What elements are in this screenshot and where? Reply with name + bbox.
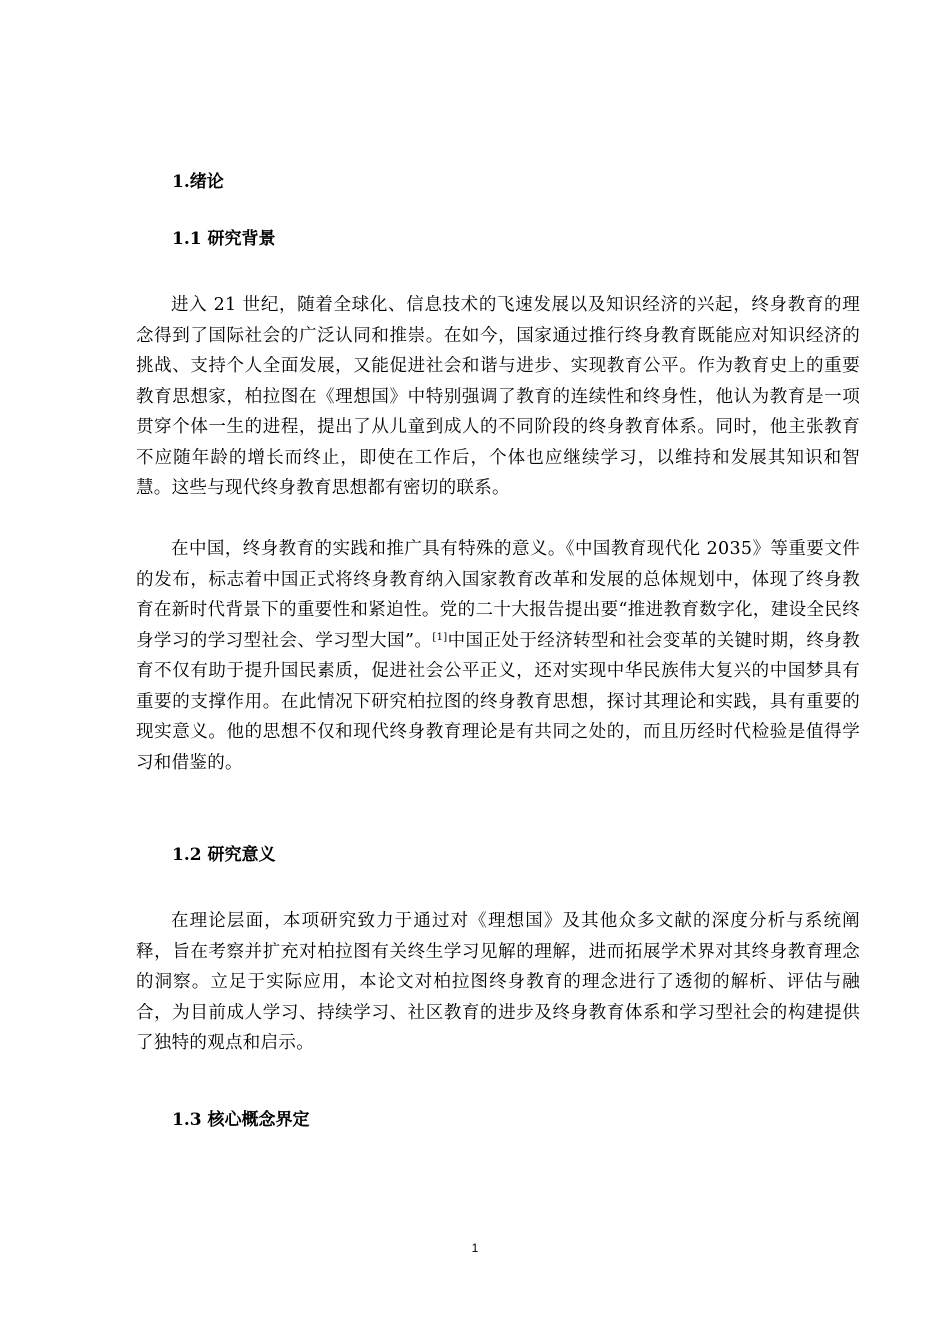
section-heading-research-significance: 1.2 研究意义 xyxy=(172,845,276,865)
section-heading-research-background: 1.1 研究背景 xyxy=(172,229,276,249)
paragraph-text-segment: 中国正处于经济转型和社会变革的关键时期，终身教育不仅有助于提升国民素质，促进社会公平正义，还对实现中华民族伟大复兴的中国梦具有重要的支撑作用。在此情况下研究柏拉图的终身教育思想，探讨其理论和实践，具有重要的现实意义。他的思想不仅和现代终身教育理论是有共同之处的，而且历经时代检验是值得学习和借鉴的。 xyxy=(136,630,860,773)
paragraph-text-segment: 在中国，终身教育的实践和推广具有特殊的意义。《中国教育现代化 2035》等重要文件的发布，标志着中国正式将终身教育纳入国家教育改革和发展的总体规划中，体现了终身教育在新时代背景下的重要性和紧迫性。党的二十大报告提出要“推进教育数字化，建设全民终身学习的学习型社会、学习型大国”。 xyxy=(136,539,860,651)
citation-reference: [1] xyxy=(432,631,448,643)
page-number: 1 xyxy=(471,1241,479,1255)
section-heading-core-concepts: 1.3 核心概念界定 xyxy=(172,1110,310,1130)
paragraph-background-2 xyxy=(136,534,860,778)
paragraph-significance: 在理论层面，本项研究致力于通过对《理想国》及其他众多文献的深度分析与系统阐释，旨在考察并扩充对柏拉图有关终生学习见解的理解，进而拓展学术界对其终身教育理念的洞察。立足于实际应用，本论文对柏拉图终身教育的理念进行了透彻的解析、评估与融合，为目前成人学习、持续学习、社区教育的进步及终身教育体系和学习型社会的构建提供了独特的观点和启示。 xyxy=(136,911,860,1053)
paragraph-background-1: 进入 21 世纪，随着全球化、信息技术的飞速发展以及知识经济的兴起，终身教育的理念得到了国际社会的广泛认同和推崇。在如今，国家通过推行终身教育既能应对知识经济的挑战、支持个人全面发展，又能促进社会和谐与进步、实现教育公平。作为教育史上的重要教育思想家，柏拉图在《理想国》中特别强调了教育的连续性和终身性，他认为教育是一项贯穿个体一生的进程，提出了从儿童到成人的不同阶段的终身教育体系。同时，他主张教育不应随年龄的增长而终止，即使在工作后，个体也应继续学习，以维持和发展其知识和智慧。这些与现代终身教育思想都有密切的联系。 xyxy=(136,295,860,498)
chapter-heading: 1.绪论 xyxy=(172,172,224,192)
